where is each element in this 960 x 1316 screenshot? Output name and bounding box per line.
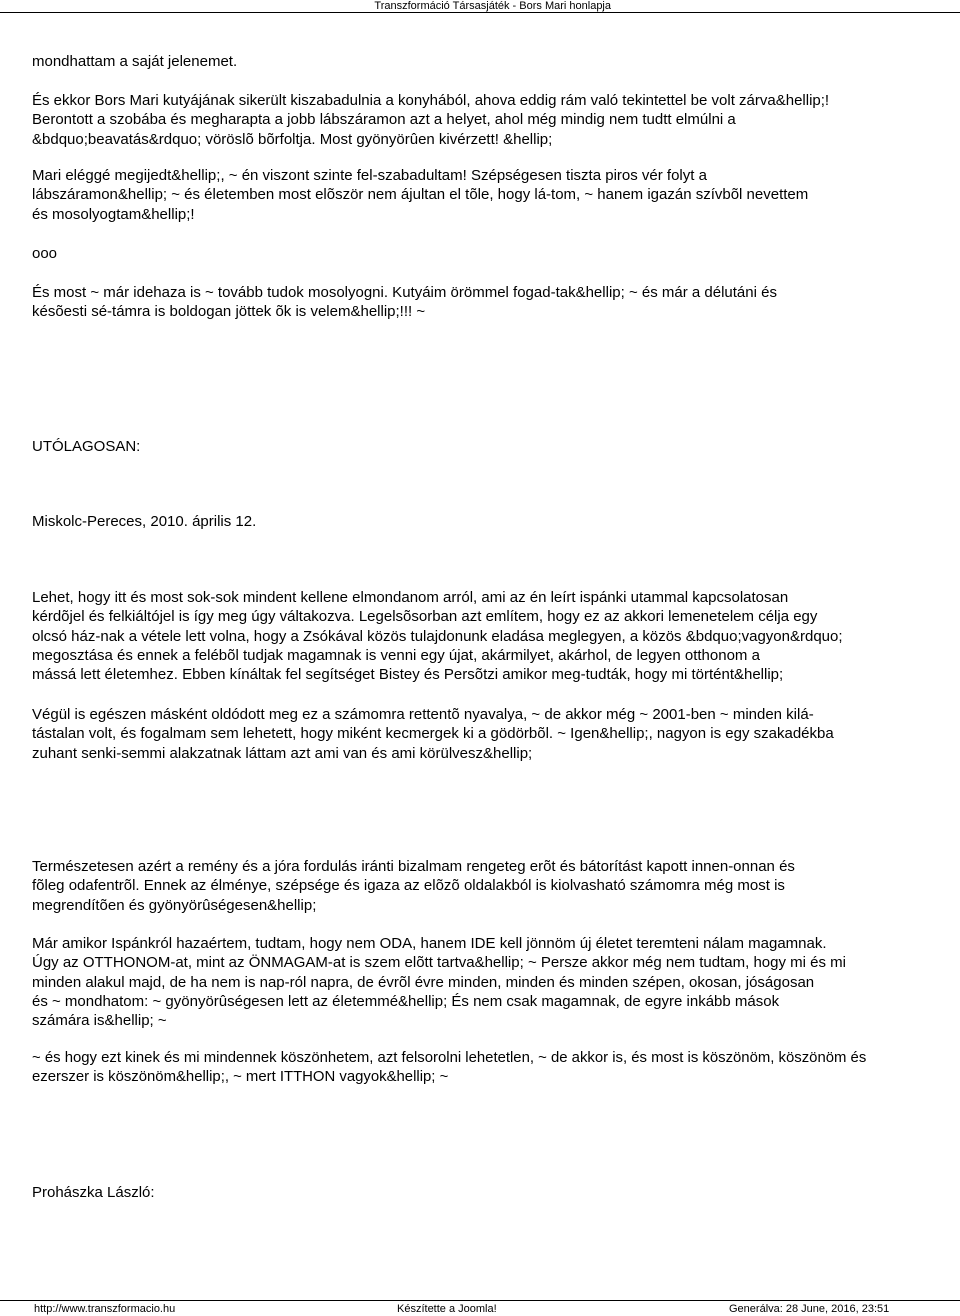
line: &bdquo;beavatás&rdquo; vöröslõ bõrfoltja. Most gyönyörûen kivérzett! &hellip; [32, 130, 553, 148]
page-footer [0, 1300, 960, 1316]
paragraph-8 [32, 588, 843, 684]
paragraph-1 [32, 52, 237, 71]
paragraph-10 [32, 857, 795, 915]
line: Végül is egészen másként oldódott meg ez a számomra rettentõ nyavalya, ~ de akkor még ~ 2001-ben ~ minden kilá- [32, 706, 814, 723]
footer-divider [0, 1300, 960, 1301]
header-divider [0, 12, 960, 13]
line: Lehet, hogy itt és most sok-sok mindent kellene elmondanom arról, ami az én leírt ispánki utammal kapcsolatosan [32, 589, 789, 606]
line: mássá lett életemhez. Ebben kínáltak fel segítséget Bistey és Persõtzi amikor meg-tudták, hogy mi történt&hellip; [32, 666, 784, 684]
date-line [32, 512, 256, 531]
line: És most ~ már idehaza is ~ tovább tudok mosolyogni. Kutyáim örömmel fogad-tak&hellip; ~ és már a délutáni és [32, 284, 777, 301]
line: megosztása és ennek a felébõl tudjak magamnak is venni egy újat, akármilyet, akárhol, de legyen otthonom a [32, 646, 760, 664]
line: Miskolc-Pereces, 2010. április 12. [32, 513, 257, 530]
line: Berontott a szobába és megharapta a jobb lábszáramon azt a helyet, ahol még mindig nem tudtt elmúlni a [32, 111, 736, 129]
line: és mosolyogtam&hellip;! [32, 205, 195, 223]
separator-ooo [32, 244, 57, 263]
paragraph-11 [32, 934, 846, 1030]
line: Már amikor Ispánkról hazaértem, tudtam, hogy nem ODA, hanem IDE kell jönnöm új életet teremteni nálam magamnak. [32, 935, 827, 952]
line: kérdõjel és felkiáltójel is így meg úgy váltakozva. Legelsõsorban azt említem, hogy ez az akkori lemenetelem célja egy [32, 608, 818, 626]
line: megrendítõen és gyönyörûségesen&hellip; [32, 896, 317, 914]
line: És ekkor Bors Mari kutyájának sikerült kiszabadulnia a konyhából, ahova eddig rám való tekintettel be volt zárva&hellip;! [32, 92, 830, 109]
line: fõleg odafentrõl. Ennek az élménye, szépsége és igaza az elõzõ oldalakból is kiolvasható számomra még most is [32, 877, 785, 895]
line: és ~ mondhatom: ~ gyönyörûségesen lett az életemmé&hellip; És nem csak magamnak, de egyre inkább mások [32, 992, 780, 1010]
line: számára is&hellip; ~ [32, 1012, 167, 1030]
line: késõesti sé-támra is boldogan jöttek õk is velem&hellip;!!! ~ [32, 303, 426, 321]
line: tástalan volt, és fogalmam sem lehetett, hogy miként kecmergek ki a gödörbõl. ~ Igen&hellip;, nagyon is egy szakadékba [32, 725, 834, 743]
footer-url-link[interactable]: http://www.transzformacio.hu [34, 1303, 176, 1315]
line: UTÓLAGOSAN: [32, 438, 141, 455]
footer-made-with: Készítette a Joomla! [397, 1303, 497, 1315]
line: ~ és hogy ezt kinek és mi mindennek köszönhetem, azt felsorolni lehetetlen, ~ de akkor is, és most is köszönöm, köszönöm és [32, 1050, 867, 1066]
line: ezerszer is köszönöm&hellip;, ~ mert ITTHON vagyok&hellip; ~ [32, 1069, 449, 1086]
signature-name [32, 1183, 155, 1202]
line: zuhant senki-semmi alakzatnak láttam azt ami van és ami körülvesz&hellip; [32, 744, 533, 762]
paragraph-3 [32, 166, 808, 224]
line: minden alakul majd, de ha nem is nap-ról napra, de évrõl évre minden, minden és minden szépen, okosan, jóságosan [32, 973, 815, 991]
line: Úgy az OTTHONOM-at, mint az ÖNMAGAM-at is szem elõtt tartva&hellip; ~ Persze akkor még nem tudtam, hogy mi és mi [32, 954, 846, 972]
line: Természetesen azért a remény és a jóra fordulás iránti bizalmam rengeteg erõt és bátorítást kapott innen-onnan és [32, 858, 795, 875]
paragraph-12 [32, 1049, 866, 1088]
line: mondhattam a saját jelenemet. [32, 53, 238, 70]
paragraph-5 [32, 283, 777, 322]
paragraph-2 [32, 91, 829, 149]
line: Prohászka László: [32, 1184, 155, 1201]
section-heading [32, 437, 140, 456]
line: Mari eléggé megijedt&hellip;, ~ én viszont szinte fel-szabadultam! Szépségesen tiszta piros vér folyt a [32, 167, 707, 184]
page-header [0, 0, 960, 13]
line: olcsó ház-nak a vétele lett volna, hogy a Zsókával közös tulajdonunk eladása meglegyen, a közös &bdquo;vagyon&rdquo; [32, 627, 843, 645]
paragraph-9 [32, 705, 834, 763]
site-title: Transzformáció Társasjáték - Bors Mari honlapja [374, 0, 611, 12]
line: ooo [32, 245, 58, 262]
line: lábszáramon&hellip; ~ és életemben most elõször nem ájultan el tõle, hogy lá-tom, ~ hanem igazán szívbõl nevettem [32, 186, 809, 204]
footer-generated-date: Generálva: 28 June, 2016, 23:51 [729, 1303, 890, 1315]
